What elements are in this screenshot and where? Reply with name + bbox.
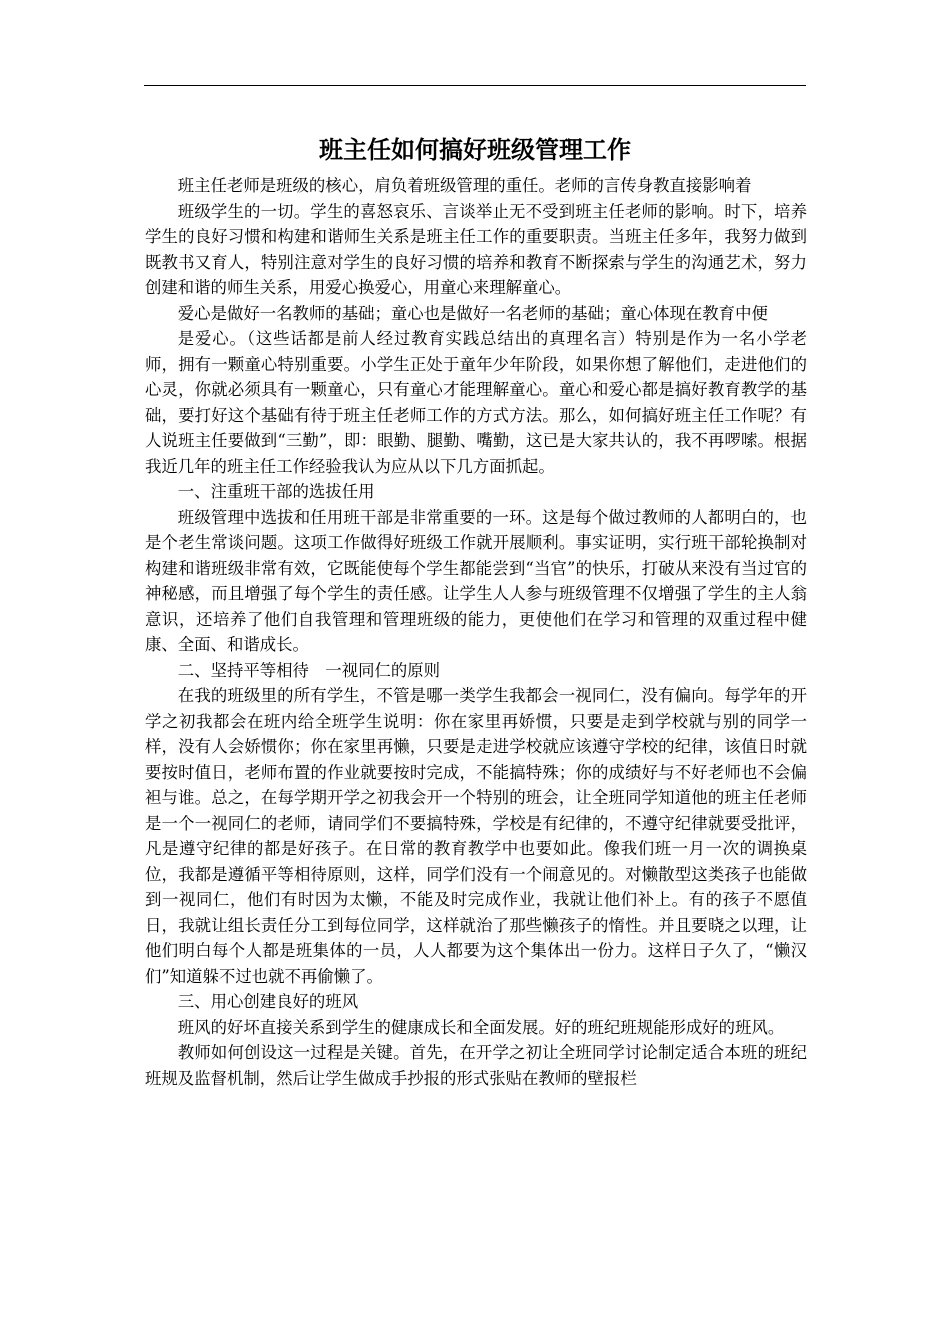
section-heading: 一、注重班干部的选拔任用 bbox=[177, 482, 375, 501]
paragraph: 班级管理中选拔和任用班干部是非常重要的一环。这是每个做过教师的人都明白的，也是个老生常谈问题。这项工作做得好班级工作就开展顺利。事实证明，实行班干部轮换制对构建和谐班级非常有效，它既能使每个学生都能尝到“当官”的快乐，打破从来没有当过官的神秘感，而且增强了每个学生的责任感。让学生人人参与班级管理不仅增强了学生的主人翁意识，还培养了他们自我管理和管理班级的能力，更使他们在学习和管理的双重过程中健康、全面、和谐成长。 bbox=[145, 507, 807, 654]
section-heading: 三、用心创建良好的班风 bbox=[177, 992, 359, 1011]
paragraph: 爱心是做好一名教师的基础；童心也是做好一名老师的基础；童心体现在教育中便 bbox=[177, 303, 768, 323]
header-rule bbox=[144, 85, 806, 86]
paragraph: 在我的班级里的所有学生，不管是哪一类学生我都会一视同仁，没有偏向。每学年的开学之初我都会在班内给全班学生说明：你在家里再娇惯，只要是走到学校就与别的同学一样，没有人会娇惯你；你在家里再懒，只要是走进学校就应该遵守学校的纪律，该值日时就要按时值日，老师布置的作业就要按时完成，不能搞特殊；你的成绩好与不好老师也不会偏袒与谁。总之，在每学期开学之初我会开一个特别的班会，让全班同学知道他的班主任老师是一个一视同仁的老师，请同学们不要搞特殊，学校是有纪律的，不遵守纪律就要受批评，凡是遵守纪律的都是好孩子。在日常的教育教学中也要如此。像我们班一月一次的调换桌位，我都是遵循平等相待原则，这样，同学们没有一个闹意见的。对懒散型这类孩子也能做到一视同仁，他们有时因为太懒，不能及时完成作业，我就让他们补上。有的孩子不愿值日，我就让组长责任分工到每位同学，这样就治了那些懒孩子的惰性。并且要晓之以理，让他们明白每个人都是班集体的一员，人人都要为这个集体出一份力。这样日子久了，“懒汉们”知道躲不过也就不再偷懒了。 bbox=[145, 686, 807, 986]
paragraph: 班风的好坏直接关系到学生的健康成长和全面发展。好的班纪班规能形成好的班风。 bbox=[177, 1017, 785, 1037]
document-body bbox=[145, 173, 807, 1091]
paragraph: 是爱心。（这些话都是前人经过教育实践总结出的真理名言）特别是作为一名小学老师，拥有一颗童心特别重要。小学生正处于童年少年阶段，如果你想了解他们，走进他们的心灵，你就必须具有一颗童心，只有童心才能理解童心。童心和爱心都是搞好教育教学的基础，要打好这个基础有待于班主任老师工作的方式方法。那么，如何搞好班主任工作呢？有人说班主任要做到“三勤”，即：眼勤、腿勤、嘴勤，这已是大家共认的，我不再啰嗦。根据我近几年的班主任工作经验我认为应从以下几方面抓起。 bbox=[145, 329, 807, 476]
page-title: 班主任如何搞好班级管理工作 bbox=[319, 136, 631, 164]
paragraph: 班级学生的一切。学生的喜怒哀乐、言谈举止无不受到班主任老师的影响。时下，培养学生的良好习惯和构建和谐师生关系是班主任工作的重要职责。当班主任多年，我努力做到既教书又育人，特别注意对学生的良好习惯的培养和教育不断探索与学生的沟通艺术，努力创建和谐的师生关系，用爱心换爱心，用童心来理解童心。 bbox=[145, 201, 807, 297]
paragraph: 教师如何创设这一过程是关键。首先，在开学之初让全班同学讨论制定适合本班的班纪班规及监督机制，然后让学生做成手抄报的形式张贴在教师的壁报栏 bbox=[145, 1043, 807, 1088]
paragraph: 班主任老师是班级的核心，肩负着班级管理的重任。老师的言传身教直接影响着 bbox=[177, 176, 752, 195]
section-heading: 二、坚持平等相待 一视同仁的原则 bbox=[177, 660, 441, 680]
